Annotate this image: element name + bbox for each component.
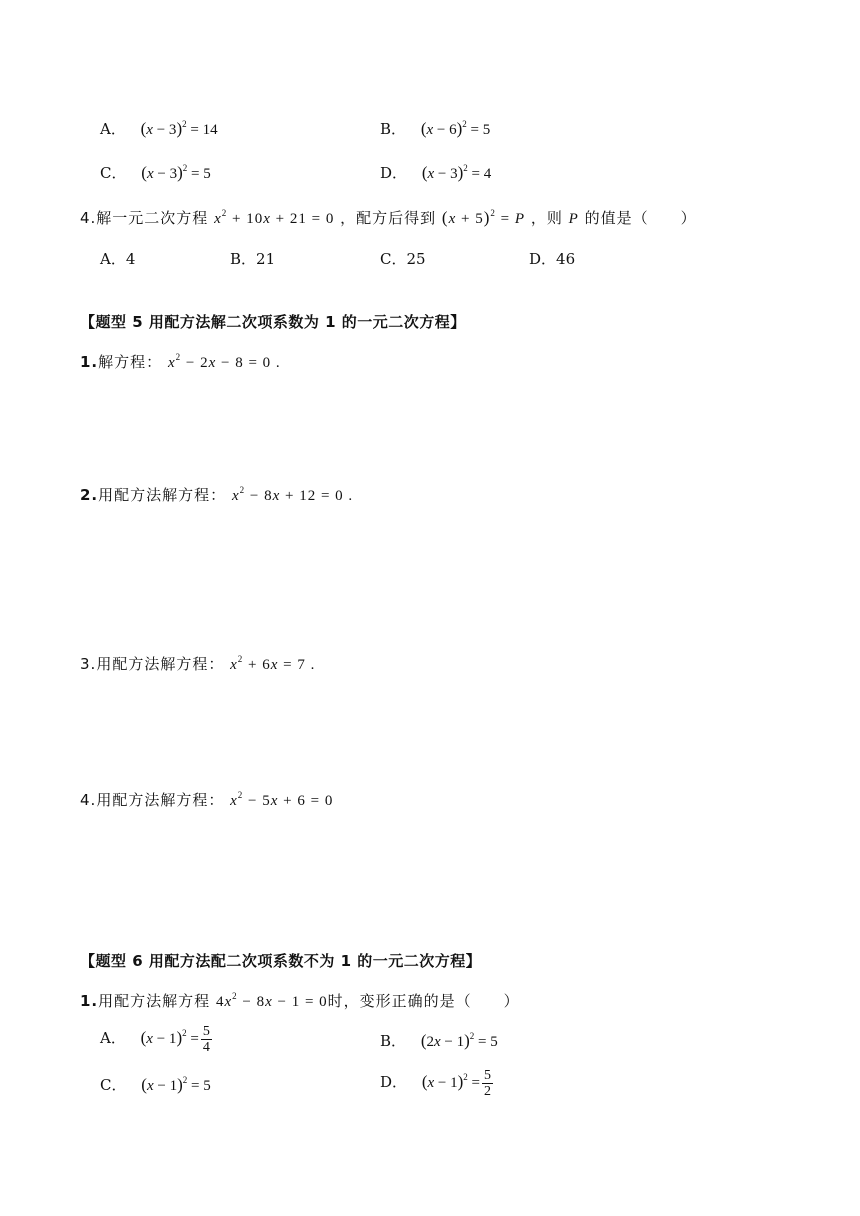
option-equation: $(x - 1)^2$ = $\frac{5}{4}$ [140, 1024, 210, 1055]
q4-option-d: D．46 [529, 250, 576, 268]
problem-equation: $x^2 - 5x + 6 = 0$ [230, 790, 334, 809]
option-label: D． [380, 164, 408, 182]
section-5-title: 【题型 5 用配方法解二次项系数为 1 的一元二次方程】 [80, 313, 466, 331]
completed-square: $(x + 5)^2 = P$ [441, 208, 526, 227]
problem-suffix: 时，变形正确的是（ ） [327, 992, 520, 1010]
option-equation: $(x - 6)^2 = 5$ [420, 119, 491, 138]
question-4 [80, 207, 697, 228]
question-equation: $x^2 + 10x + 21 = 0$ [214, 208, 335, 227]
s6-option-d [380, 1068, 493, 1099]
option-label: A． [100, 1028, 126, 1047]
question-prefix: 4.解一元二次方程 [80, 209, 209, 227]
problem-number: 4. [80, 791, 97, 809]
s5-problem-1 [80, 351, 281, 372]
problem-text: 用配方法解方程： [96, 655, 225, 673]
problem-equation: $x^2 - 2x - 8 = 0$ . [167, 352, 281, 371]
variable-p: P [568, 211, 579, 227]
problem-equation: $x^2 - 8x + 12 = 0$ . [231, 485, 354, 504]
option-b [380, 118, 490, 139]
problem-text: 用配方法解方程： [96, 791, 225, 809]
q4-option-b: B．21 [230, 250, 276, 268]
s6-option-c [100, 1074, 211, 1095]
option-label: C． [100, 164, 127, 182]
option-equation: $(x - 1)^2 = 5$ [141, 1075, 211, 1094]
s5-problem-4 [80, 789, 333, 810]
s6-problem-1 [80, 990, 520, 1011]
option-equation: $(x - 3)^2 = 4$ [421, 163, 492, 182]
s5-problem-3 [80, 653, 315, 674]
problem-text: 解方程： [98, 353, 163, 371]
s6-option-b [380, 1030, 498, 1051]
option-equation: $(x - 3)^2 = 14$ [140, 119, 218, 138]
option-label: B． [380, 1032, 407, 1050]
question-suffix: ，则 [530, 209, 563, 227]
option-label: C． [100, 1076, 127, 1094]
problem-number: 3. [80, 655, 97, 673]
q4-option-c: C．25 [380, 250, 426, 268]
problem-prefix: 用配方法解方程 [98, 992, 211, 1010]
q4-option-a: A．4 [100, 250, 136, 268]
problem-equation: $4x^2 - 8x - 1 = 0$ [215, 991, 328, 1010]
section-6-title: 【题型 6 用配方法配二次项系数不为 1 的一元二次方程】 [80, 952, 482, 970]
problem-equation: $x^2 + 6x = 7$ . [230, 654, 316, 673]
s6-option-a [100, 1024, 212, 1055]
option-c [100, 162, 211, 183]
option-equation: $(2x - 1)^2 = 5$ [420, 1031, 498, 1050]
option-equation: $(x - 3)^2 = 5$ [141, 163, 211, 182]
option-label: D． [380, 1072, 408, 1091]
option-d [380, 162, 491, 183]
s5-problem-2 [80, 484, 353, 505]
option-equation: $(x - 1)^2$ = $\frac{5}{2}$ [421, 1068, 492, 1099]
question-mid: ，配方后得到 [340, 209, 437, 227]
option-label: B． [380, 120, 407, 138]
option-a [100, 118, 218, 139]
problem-number: 1. [80, 992, 99, 1010]
problem-number: 2. [80, 486, 99, 504]
option-label: A． [100, 120, 126, 138]
problem-number: 1. [80, 353, 99, 371]
problem-text: 用配方法解方程： [98, 486, 227, 504]
question-suffix2: 的值是（ ） [584, 209, 697, 227]
